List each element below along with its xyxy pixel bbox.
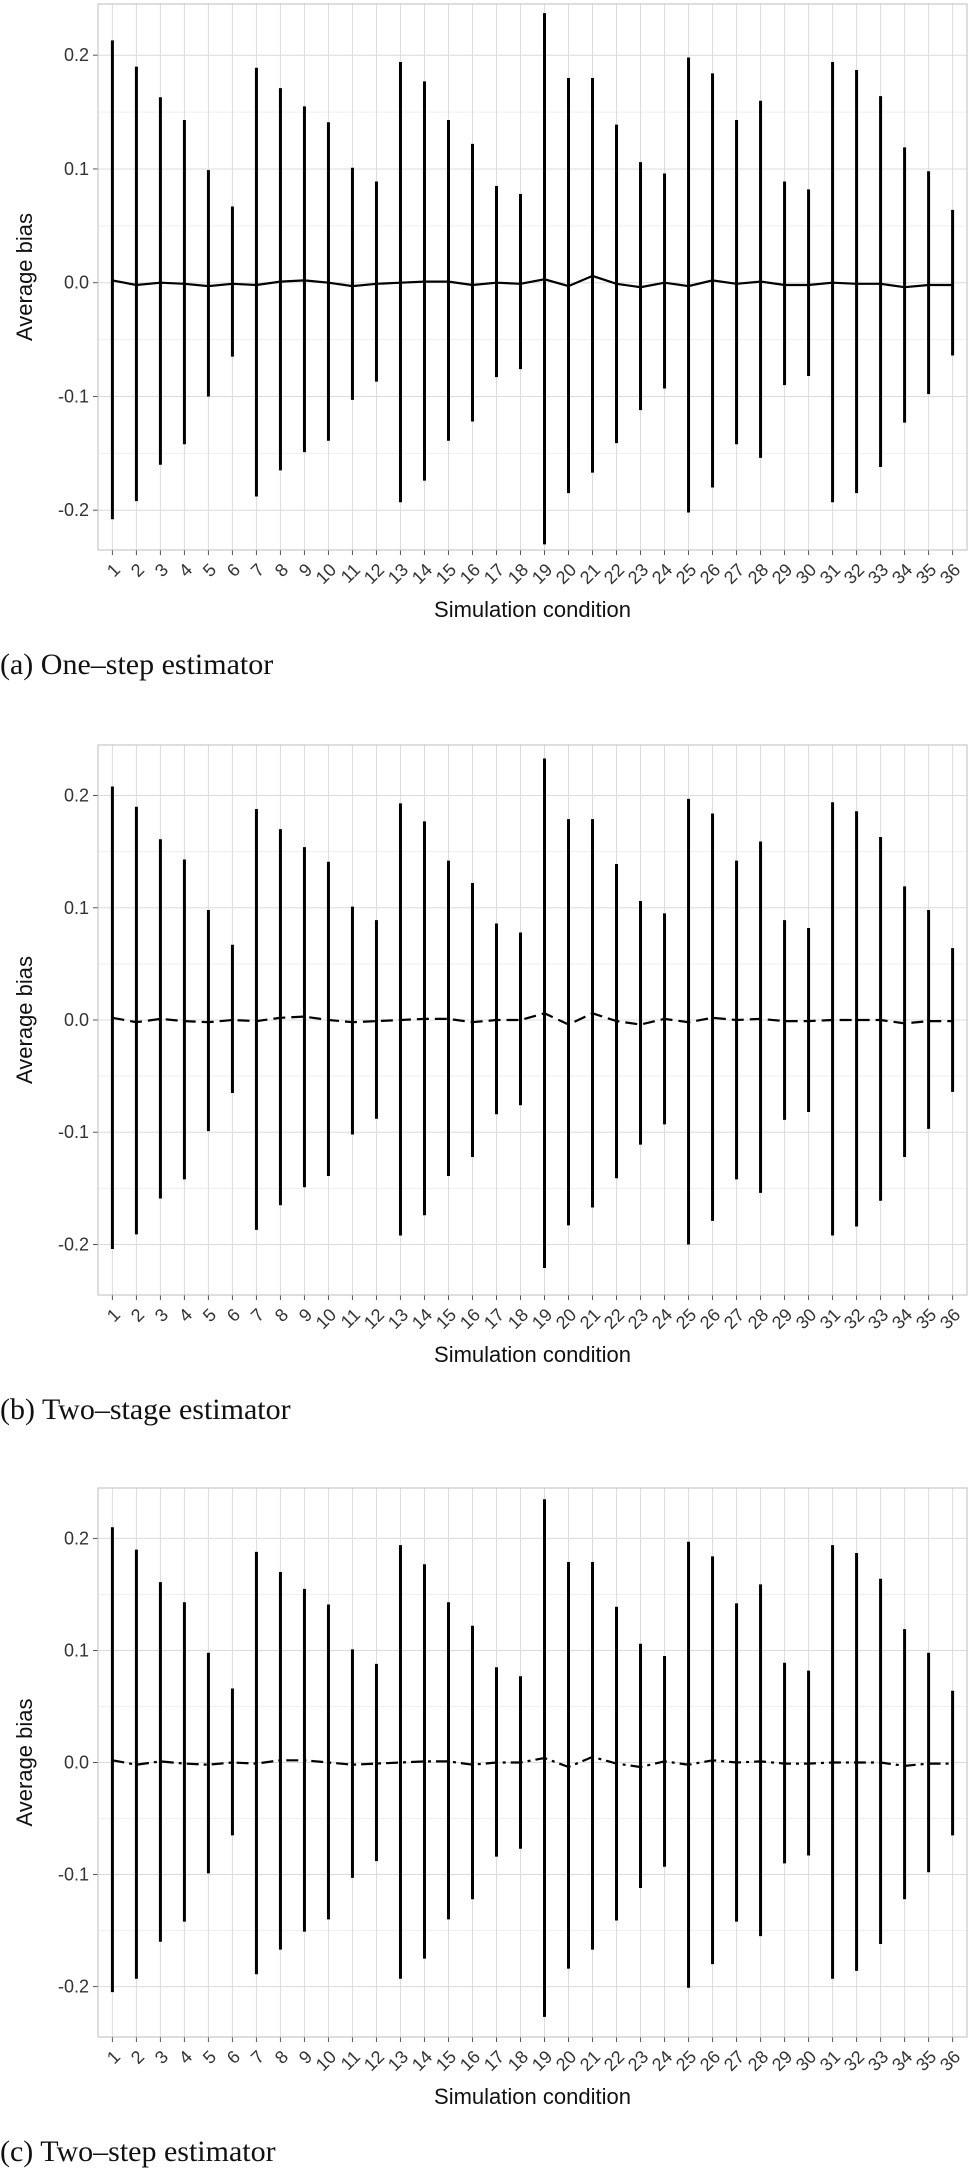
x-tick-label: 12 — [359, 2046, 389, 2075]
x-tick-label: 32 — [840, 2046, 869, 2075]
x-tick-label: 31 — [816, 1304, 845, 1333]
x-tick-label: 8 — [270, 1304, 293, 1326]
chart-caption-c: (c) Two–step estimator — [0, 2135, 276, 2168]
x-tick-label: 10 — [311, 1304, 341, 1333]
x-tick-label: 4 — [174, 559, 197, 581]
x-tick-label: 30 — [791, 1304, 821, 1333]
y-tick-label: -0.2 — [57, 500, 89, 521]
x-tick-label: 13 — [383, 559, 413, 588]
x-tick-label: 14 — [407, 1304, 437, 1333]
chart-svg-a — [0, 0, 969, 725]
x-tick-label: 29 — [767, 1304, 797, 1333]
x-tick-label: 9 — [294, 559, 317, 581]
x-tick-label: 14 — [407, 559, 437, 588]
x-tick-label: 20 — [551, 2046, 581, 2075]
x-tick-label: 28 — [743, 559, 773, 588]
x-tick-label: 23 — [623, 2046, 653, 2075]
y-tick-label: -0.2 — [57, 1234, 89, 1255]
x-tick-label: 12 — [359, 559, 389, 588]
x-tick-label: 36 — [936, 1304, 965, 1333]
chart-svg-b — [0, 725, 969, 1450]
x-tick-label: 35 — [912, 559, 941, 588]
x-tick-label: 31 — [816, 2046, 845, 2075]
x-tick-label: 13 — [383, 2046, 413, 2075]
x-tick-label: 5 — [198, 1304, 221, 1326]
x-tick-label: 23 — [623, 1304, 653, 1333]
x-tick-label: 12 — [359, 1304, 389, 1333]
x-tick-label: 20 — [551, 559, 581, 588]
x-tick-label: 33 — [864, 559, 893, 588]
x-tick-label: 26 — [695, 2046, 725, 2075]
x-tick-label: 2 — [126, 1304, 149, 1326]
x-tick-label: 36 — [936, 559, 965, 588]
y-tick-label: 0.2 — [63, 785, 89, 806]
y-axis-title: Average bias — [12, 1698, 37, 1827]
x-tick-label: 19 — [527, 2046, 557, 2075]
x-tick-label: 18 — [503, 559, 533, 588]
x-tick-label: 34 — [888, 559, 917, 588]
x-axis-title: Simulation condition — [434, 597, 631, 622]
x-tick-label: 3 — [150, 559, 173, 581]
x-tick-label: 27 — [719, 2046, 749, 2075]
x-tick-label: 32 — [840, 1304, 869, 1333]
x-tick-label: 34 — [888, 2046, 917, 2075]
x-tick-label: 28 — [743, 1304, 773, 1333]
x-tick-label: 25 — [671, 2046, 701, 2075]
x-tick-label: 22 — [599, 559, 629, 588]
x-tick-label: 6 — [222, 559, 245, 581]
x-tick-label: 4 — [174, 2046, 197, 2068]
x-tick-label: 29 — [767, 2046, 797, 2075]
y-axis-title: Average bias — [12, 955, 37, 1085]
x-tick-label: 5 — [198, 559, 221, 581]
x-tick-label: 2 — [126, 2046, 149, 2068]
x-tick-label: 36 — [936, 2046, 965, 2075]
chart-panel-a — [0, 0, 969, 725]
x-tick-label: 23 — [623, 559, 653, 588]
x-tick-label: 7 — [246, 1304, 269, 1326]
x-tick-label: 6 — [222, 1304, 245, 1326]
x-tick-label: 30 — [791, 559, 821, 588]
chart-panel-b — [0, 725, 969, 1450]
y-axis-title: Average bias — [12, 212, 37, 342]
x-tick-label: 27 — [719, 1304, 749, 1333]
x-tick-label: 29 — [767, 559, 797, 588]
y-tick-label: 0.0 — [63, 1010, 89, 1030]
x-tick-label: 7 — [246, 2046, 269, 2068]
chart-panel-c — [0, 1450, 969, 2175]
chart-caption-a: (a) One–step estimator — [0, 648, 274, 681]
x-tick-label: 28 — [743, 2046, 773, 2075]
x-axis-title: Simulation condition — [434, 2084, 631, 2109]
chart-svg-c — [0, 1450, 969, 2175]
y-tick-label: 0.2 — [63, 1528, 89, 1549]
x-tick-label: 18 — [503, 2046, 533, 2075]
x-tick-label: 25 — [671, 1304, 701, 1333]
x-tick-label: 26 — [695, 559, 725, 588]
x-tick-label: 16 — [455, 1304, 485, 1333]
x-tick-label: 35 — [912, 1304, 941, 1333]
y-tick-label: -0.1 — [57, 1122, 89, 1143]
x-tick-label: 25 — [671, 559, 701, 588]
x-tick-label: 21 — [575, 1304, 605, 1333]
x-tick-label: 27 — [719, 559, 749, 588]
x-tick-label: 22 — [599, 1304, 629, 1333]
x-tick-label: 9 — [294, 1304, 317, 1326]
x-tick-label: 4 — [174, 1304, 197, 1326]
x-axis-title: Simulation condition — [434, 1342, 631, 1367]
x-tick-label: 24 — [647, 1304, 677, 1333]
chart-caption-b: (b) Two–stage estimator — [0, 1393, 291, 1426]
x-tick-label: 35 — [912, 2046, 941, 2075]
x-tick-label: 3 — [150, 2046, 173, 2068]
x-tick-label: 1 — [102, 1304, 125, 1326]
x-tick-label: 1 — [102, 559, 125, 581]
x-tick-label: 31 — [816, 559, 845, 588]
x-tick-label: 19 — [527, 559, 557, 588]
x-tick-label: 24 — [647, 559, 677, 588]
x-tick-label: 32 — [840, 559, 869, 588]
x-tick-label: 5 — [198, 2046, 221, 2068]
y-tick-label: 0.1 — [63, 158, 89, 179]
x-tick-label: 1 — [102, 2046, 125, 2068]
x-tick-label: 15 — [431, 2046, 461, 2075]
x-tick-label: 17 — [479, 1304, 509, 1333]
x-tick-label: 8 — [270, 559, 293, 581]
x-tick-label: 17 — [479, 2046, 509, 2075]
y-tick-label: 0.1 — [63, 897, 89, 918]
x-tick-label: 21 — [575, 2046, 605, 2075]
plot-background — [98, 4, 967, 550]
x-tick-label: 26 — [695, 1304, 725, 1333]
y-tick-label: -0.1 — [57, 1864, 89, 1885]
y-tick-label: 0.0 — [63, 272, 89, 293]
y-tick-label: 0.0 — [63, 1752, 89, 1773]
x-tick-label: 8 — [270, 2046, 293, 2068]
x-tick-label: 2 — [126, 559, 149, 581]
y-tick-label: -0.2 — [57, 1976, 89, 1997]
x-tick-label: 18 — [503, 1304, 533, 1333]
x-tick-label: 11 — [336, 2046, 365, 2074]
y-tick-label: 0.1 — [63, 1640, 89, 1661]
x-tick-label: 11 — [336, 559, 365, 587]
x-tick-label: 14 — [407, 2046, 437, 2075]
x-tick-label: 20 — [551, 1304, 581, 1333]
y-tick-label: 0.2 — [63, 45, 89, 66]
x-tick-label: 19 — [527, 1304, 557, 1333]
x-tick-label: 10 — [311, 2046, 341, 2075]
x-tick-label: 3 — [150, 1304, 173, 1326]
x-tick-label: 34 — [888, 1304, 917, 1333]
x-tick-label: 15 — [431, 1304, 461, 1333]
x-tick-label: 33 — [864, 2046, 893, 2075]
x-tick-label: 11 — [336, 1304, 365, 1332]
x-tick-label: 15 — [431, 559, 461, 588]
x-tick-label: 16 — [455, 559, 485, 588]
x-tick-label: 21 — [575, 559, 605, 588]
x-tick-label: 16 — [455, 2046, 485, 2075]
x-tick-label: 24 — [647, 2046, 677, 2075]
y-tick-label: -0.1 — [57, 386, 89, 407]
x-tick-label: 13 — [383, 1304, 413, 1333]
x-tick-label: 30 — [791, 2046, 821, 2075]
x-tick-label: 33 — [864, 1304, 893, 1333]
x-tick-label: 7 — [246, 559, 269, 581]
x-tick-label: 17 — [479, 559, 509, 588]
x-tick-label: 9 — [294, 2046, 317, 2068]
x-tick-label: 10 — [311, 559, 341, 588]
x-tick-label: 22 — [599, 2046, 629, 2075]
x-tick-label: 6 — [222, 2046, 245, 2068]
